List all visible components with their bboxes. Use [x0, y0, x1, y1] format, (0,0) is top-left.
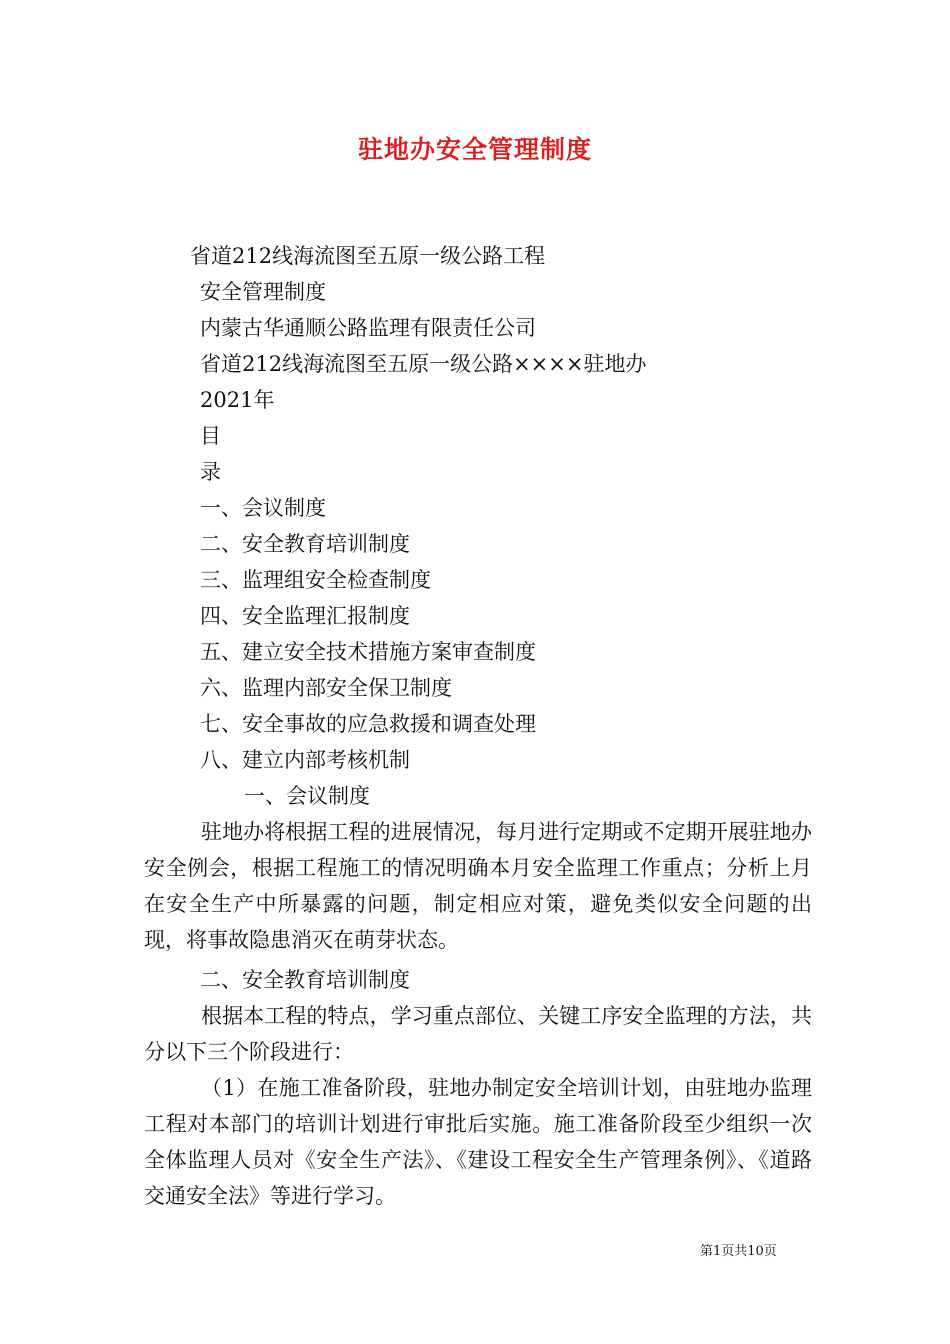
cover-year: 2021年 [200, 388, 275, 412]
toc-item: 七、安全事故的应急救援和调查处理 [200, 712, 536, 736]
section-2-paragraph: 根据本工程的特点，学习重点部位、关键工序安全监理的方法，共分以下三个阶段进行： [144, 1004, 812, 1064]
toc-item: 四、安全监理汇报制度 [200, 604, 410, 628]
toc-heading-1: 目 [200, 424, 221, 448]
document-title: 驻地办安全管理制度 [357, 135, 592, 164]
toc-item: 六、监理内部安全保卫制度 [200, 676, 452, 700]
section-1-paragraph: 驻地办将根据工程的进展情况，每月进行定期或不定期开展驻地办安全例会，根据工程施工的情况明确本月安全监理工作重点；分析上月在安全生产中所暴露的问题，制定相应对策，避免类似安全问题的出现，将事故隐患消灭在萌芽状态。 [144, 820, 812, 952]
section-1-heading: 一、会议制度 [244, 784, 370, 808]
cover-subtitle: 安全管理制度 [200, 280, 326, 304]
page-footer: 第1页共10页 [700, 1244, 777, 1259]
cover-company: 内蒙古华通顺公路监理有限责任公司 [200, 316, 536, 340]
toc-item: 五、建立安全技术措施方案审查制度 [200, 640, 536, 664]
toc-heading-2: 录 [200, 460, 221, 484]
cover-office: 省道212线海流图至五原一级公路××××驻地办 [200, 352, 647, 376]
toc-item: 一、会议制度 [200, 496, 326, 520]
toc-item: 八、建立内部考核机制 [200, 748, 410, 772]
toc-item: 二、安全教育培训制度 [200, 532, 410, 556]
section-2-heading: 二、安全教育培训制度 [200, 968, 410, 992]
section-2-item-1: （1）在施工准备阶段，驻地办制定安全培训计划，由驻地办监理工程对本部门的培训计划进行审批后实施。施工准备阶段至少组织一次全体监理人员对《安全生产法》、《建设工程安全生产管理条例》、《道路交通安全法》等进行学习。 [144, 1076, 812, 1208]
cover-project: 省道212线海流图至五原一级公路工程 [190, 244, 546, 268]
toc-item: 三、监理组安全检查制度 [200, 568, 431, 592]
